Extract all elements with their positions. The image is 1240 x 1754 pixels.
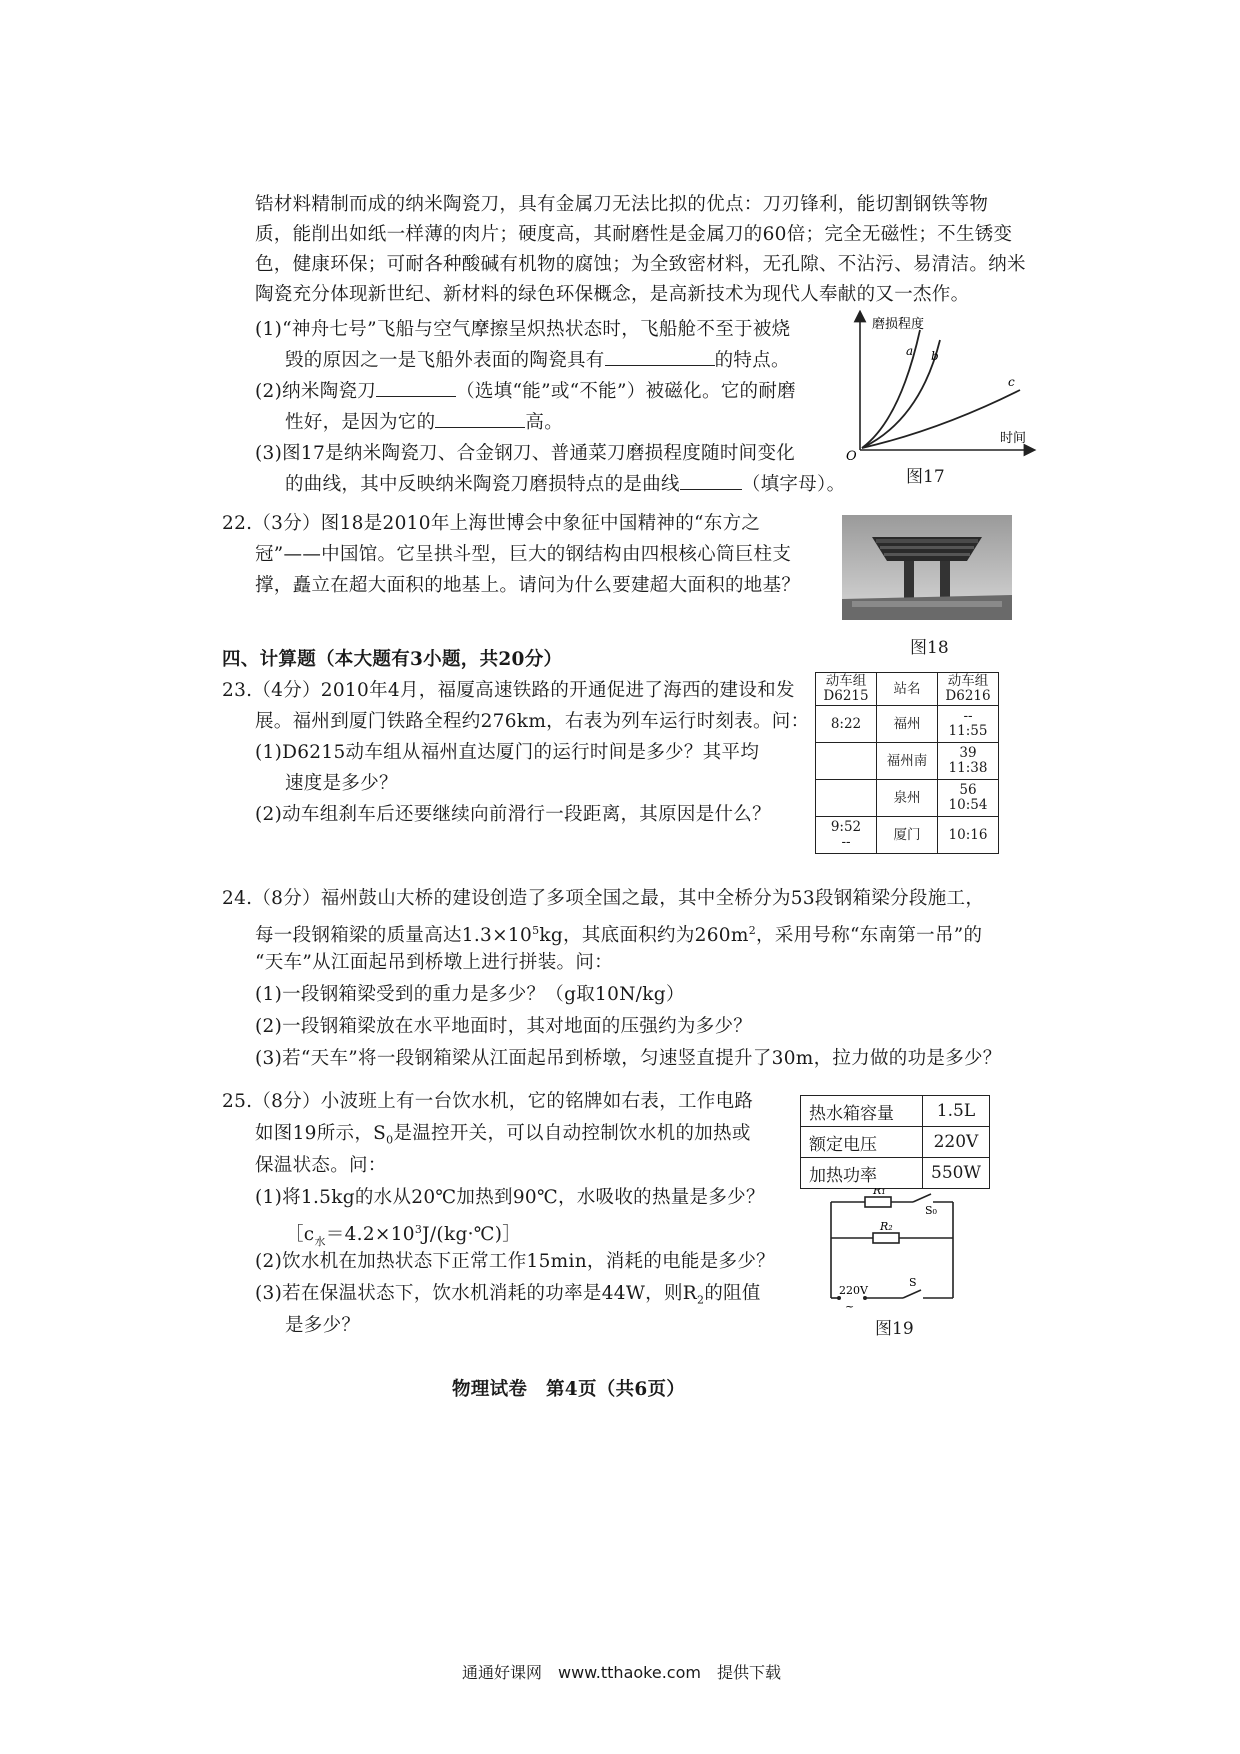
passage-line: 色，健康环保；可耐各种酸碱有机物的腐蚀；为全致密材料，无孔隙、不沾污、易清洁。纳米 — [255, 254, 1026, 275]
table-cell: -- 11:55 — [938, 706, 999, 743]
q23-line: 速度是多少？ — [285, 773, 398, 794]
table-row — [816, 706, 999, 743]
table-cell — [816, 780, 877, 817]
switch-s0 — [913, 1194, 931, 1202]
q24-line: (1)一段钢箱梁受到的重力是多少？（g取10N/kg） — [255, 984, 685, 1005]
q21-part3-text: 的曲线，其中反映纳米陶瓷刀磨损特点的是曲线 — [285, 474, 680, 495]
q24-exponent: 2 — [748, 924, 757, 937]
spec-table — [800, 1095, 990, 1189]
table-cell: 56 10:54 — [938, 780, 999, 817]
table-cell: 泉州 — [877, 780, 938, 817]
figure-17-caption: 图17 — [906, 467, 945, 487]
table-header-row — [816, 673, 999, 706]
passage — [255, 193, 1026, 313]
table-cell: 39 11:38 — [938, 743, 999, 780]
q21-part2-text: （选填“能”或“不能”）被磁化。它的耐磨 — [456, 381, 796, 402]
table-cell: 9:52 -- — [816, 817, 877, 854]
table-row — [801, 1158, 990, 1189]
spec-value: 1.5L — [923, 1096, 990, 1127]
q25-text: J/(kg·℃)］ — [422, 1224, 522, 1246]
spec-label: 热水箱容量 — [801, 1096, 923, 1127]
q24-text: kg，其底面积约为260m — [539, 925, 749, 947]
q24-text: ，采用号称“东南第一吊”的 — [756, 925, 983, 947]
q21-part2-line2 — [255, 411, 845, 442]
resistor-r2 — [873, 1233, 899, 1243]
table-row — [816, 780, 999, 817]
timetable-table — [815, 672, 999, 854]
q25-line: 是多少？ — [285, 1315, 361, 1336]
figure-19-caption: 图19 — [875, 1319, 914, 1339]
q24-line: 24.（8分）福州鼓山大桥的建设创造了多项全国之最，其中全桥分为53段钢箱梁分段施工， — [222, 888, 985, 909]
spec-value: 220V — [923, 1127, 990, 1158]
q21-part1-line2 — [255, 349, 845, 380]
q23-line: 23.（4分）2010年4月，福厦高速铁路的开通促进了海西的建设和发 — [222, 680, 795, 701]
q21-part2-line1 — [255, 380, 845, 411]
q25-line: 25.（8分）小波班上有一台饮水机，它的铭牌如右表，工作电路 — [222, 1091, 754, 1112]
q25-line: (2)饮水机在加热状态下正常工作15min，消耗的电能是多少？ — [255, 1251, 775, 1272]
q24-line: (2)一段钢箱梁放在水平地面时，其对地面的压强约为多少？ — [255, 1016, 753, 1037]
ac-icon: ~ — [845, 1300, 855, 1313]
answer-blank — [376, 380, 456, 397]
q21-part2-text: 性好，是因为它的 — [285, 412, 436, 433]
table-cell: 厦门 — [877, 817, 938, 854]
question-21 — [255, 318, 845, 504]
q21-part1-line1: (1)“神舟七号”飞船与空气摩擦呈炽热状态时，飞船舱不至于被烧 — [255, 319, 791, 340]
q25-line — [222, 1282, 775, 1314]
q22-line: 撑，矗立在超大面积的地基上。请问为什么要建超大面积的地基？ — [255, 575, 801, 596]
passage-line: 锆材料精制而成的纳米陶瓷刀，具有金属刀无法比拟的优点：刀刃锋利，能切割钢铁等物 — [255, 194, 989, 215]
curve-b-label: b — [931, 349, 939, 363]
table-row — [801, 1096, 990, 1127]
table-cell: 福州南 — [877, 743, 938, 780]
table-header: 动车组D6216 — [938, 673, 999, 706]
nameplate-table — [800, 1095, 990, 1189]
q21-part1-text: 的特点。 — [714, 350, 790, 371]
q24-line: (3)若“天车”将一段钢箱梁从江面起吊到桥墩，匀速竖直提升了30m，拉力做的功是多少？ — [255, 1048, 1002, 1069]
q25-text: ＝4.2×10 — [325, 1224, 415, 1246]
q22-line: 冠”——中国馆。它呈拱斗型，巨大的钢结构由四根核心筒巨柱支 — [255, 544, 792, 565]
curve-c — [862, 390, 1020, 448]
q24-line: “天车”从江面起吊到桥墩上进行拼装。问： — [255, 952, 613, 973]
question-24 — [222, 887, 1002, 1079]
table-cell: 福州 — [877, 706, 938, 743]
question-23 — [222, 679, 809, 834]
figure-18 — [842, 515, 1012, 625]
train-timetable — [815, 672, 999, 854]
answer-blank — [680, 473, 742, 490]
curve-c-label: c — [1008, 375, 1015, 389]
table-cell — [816, 743, 877, 780]
q24-text: 每一段钢箱梁的质量高达1.3×10 — [255, 925, 533, 947]
table-header: 站名 — [877, 673, 938, 706]
q25-subscript: 2 — [697, 1293, 705, 1307]
answer-blank — [435, 411, 525, 428]
q21-part2-text: (2)纳米陶瓷刀 — [255, 381, 377, 402]
q21-part3-line2 — [255, 473, 845, 504]
spec-value: 550W — [923, 1158, 990, 1189]
question-25 — [222, 1090, 775, 1346]
q23-line: (1)D6215动车组从福州直达厦门的运行时间是多少？其平均 — [255, 742, 760, 763]
q23-line: (2)动车组刹车后还要继续向前滑行一段距离，其原因是什么？ — [255, 804, 771, 825]
q25-text: (3)若在保温状态下，饮水机消耗的功率是44W，则R — [255, 1283, 697, 1304]
answer-blank — [605, 349, 715, 366]
r1-label: R₁ — [873, 1188, 886, 1197]
q21-part3-line1: (3)图17是纳米陶瓷刀、合金钢刀、普通菜刀磨损程度随时间变化 — [255, 443, 796, 464]
q25-text: 的阻值 — [704, 1283, 761, 1304]
table-header: 动车组D6215 — [816, 673, 877, 706]
s-label: S — [909, 1276, 917, 1289]
table-row — [801, 1127, 990, 1158]
q21-part1-text: 毁的原因之一是飞船外表面的陶瓷具有 — [285, 350, 605, 371]
passage-line: 陶瓷充分体现新世纪、新材料的绿色环保概念，是高新技术为现代人奉献的又一杰作。 — [255, 284, 970, 305]
s0-label: S₀ — [925, 1204, 937, 1217]
q25-subscript: 水 — [314, 1234, 326, 1248]
china-pavilion-photo — [842, 515, 1012, 620]
q21-part2-text: 高。 — [525, 412, 564, 433]
q25-line: 保温状态。问： — [255, 1155, 387, 1176]
figure-17 — [840, 310, 1040, 485]
q25-subscript: 0 — [386, 1133, 394, 1147]
q24-line — [222, 919, 1002, 951]
table-cell: 10:16 — [938, 817, 999, 854]
r2-label: R₂ — [880, 1220, 893, 1233]
q25-text: 如图19所示，S — [255, 1123, 387, 1144]
wear-curve-graph — [840, 310, 1040, 460]
page-footer: 物理试卷 第4页（共6页） — [452, 1379, 686, 1400]
question-22 — [222, 512, 800, 605]
circuit-diagram — [825, 1188, 965, 1313]
q25-text: 是温控开关，可以自动控制饮水机的加热或 — [393, 1123, 751, 1144]
q25-text: ［c — [285, 1224, 315, 1246]
spec-label: 额定电压 — [801, 1127, 923, 1158]
site-credit: 通通好课网 www.tthaoke.com 提供下载 — [462, 1663, 781, 1682]
q25-line: (1)将1.5kg的水从20℃加热到90℃，水吸收的热量是多少？ — [255, 1187, 765, 1208]
q22-line: 22.（3分）图18是2010年上海世博会中象征中国精神的“东方之 — [222, 513, 761, 534]
origin-label: O — [846, 449, 857, 460]
q25-exponent: 3 — [414, 1223, 423, 1236]
table-cell: 8:22 — [816, 706, 877, 743]
switch-s — [903, 1290, 921, 1298]
q21-part3-text: （填字母）。 — [741, 474, 846, 495]
q25-line — [222, 1122, 775, 1154]
q25-line — [222, 1218, 775, 1250]
section-heading: 四、计算题（本大题有3小题，共20分） — [222, 649, 563, 670]
source-label: 220V — [839, 1284, 868, 1297]
passage-line: 质，能削出如纸一样薄的肉片；硬度高，其耐磨性是金属刀的60倍；完全无磁性；不生锈变 — [255, 224, 1013, 245]
resistor-r1 — [865, 1197, 891, 1207]
q24-exponent: 5 — [532, 924, 540, 937]
table-row — [816, 743, 999, 780]
curve-a-label: a — [906, 344, 914, 358]
figure-18-caption: 图18 — [910, 638, 949, 658]
table-row — [816, 817, 999, 854]
figure-19 — [825, 1188, 965, 1338]
spec-label: 加热功率 — [801, 1158, 923, 1189]
q23-line: 展。福州到厦门铁路全程约276km，右表为列车运行时刻表。问： — [255, 711, 810, 732]
y-axis-label: 磨损程度 — [872, 317, 925, 332]
x-axis-label: 时间 — [1000, 431, 1027, 446]
